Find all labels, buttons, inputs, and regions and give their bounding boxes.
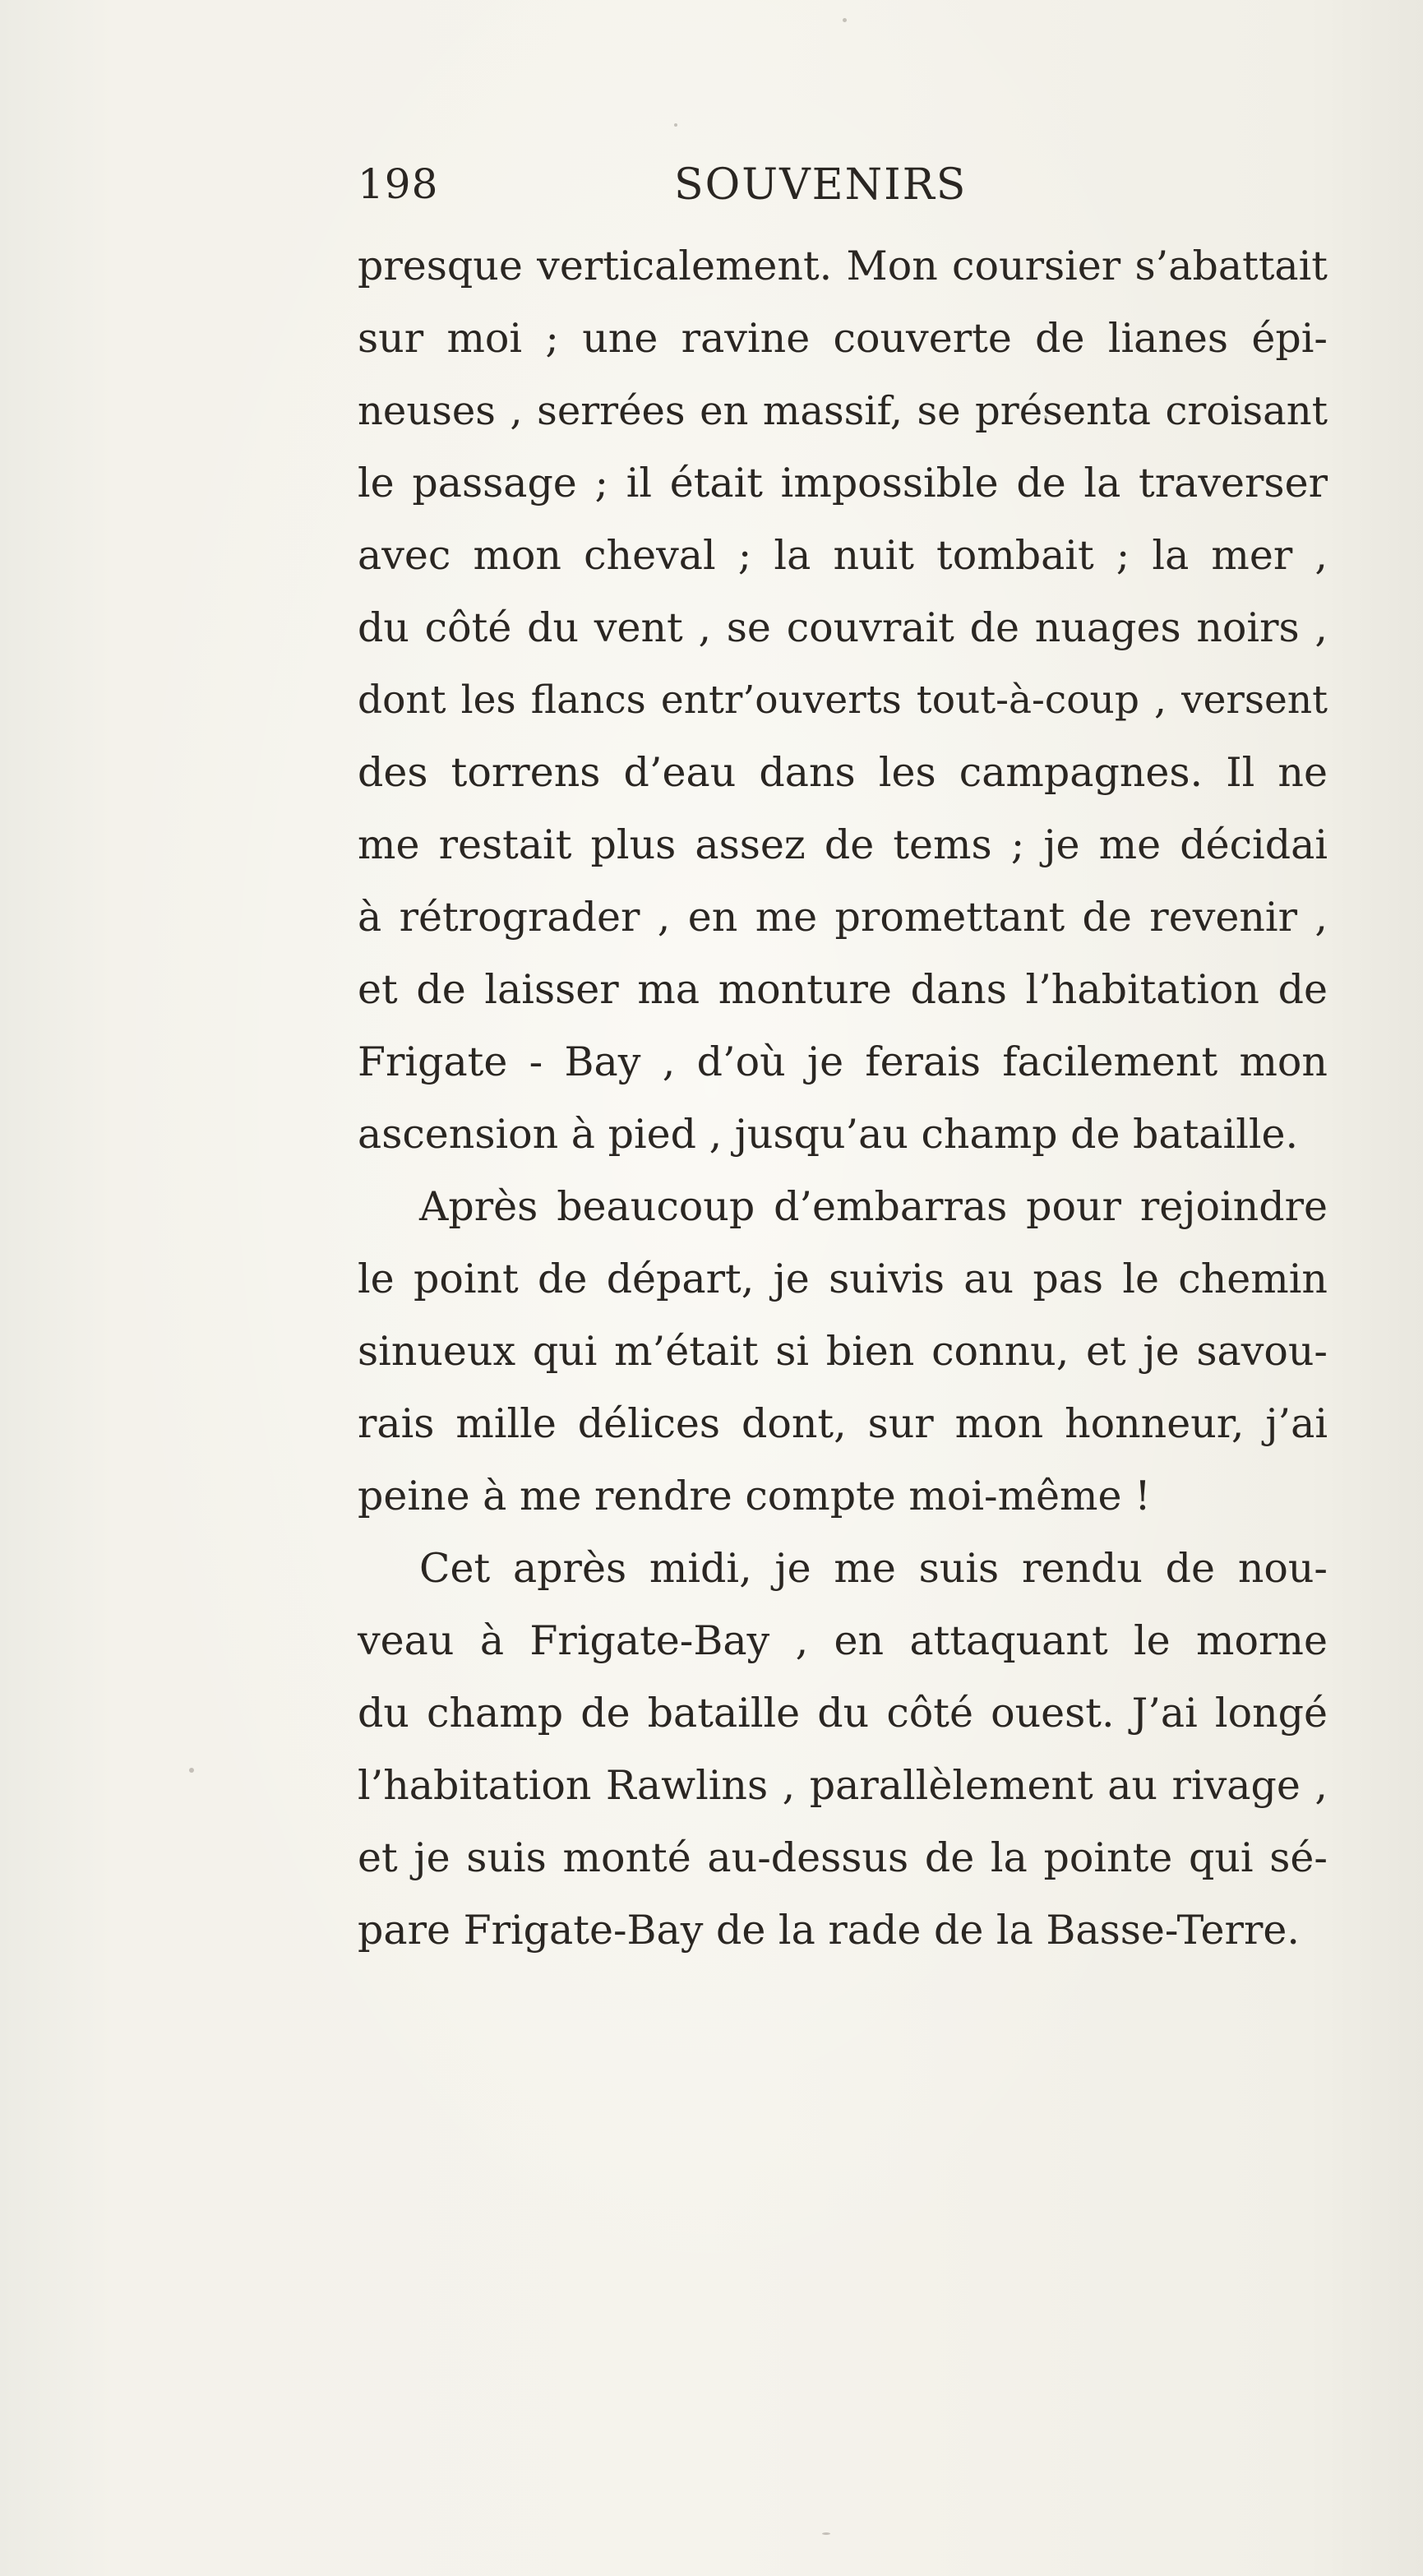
page-number: 198: [358, 160, 439, 208]
text-line: veau à Frigate-Bay , en attaquant le morne: [358, 1617, 1328, 1664]
text-line: sur moi ; une ravine couverte de lianes épi-: [358, 315, 1328, 362]
text-line: ascension à pied , jusqu’au champ de bataille.: [358, 1111, 1299, 1158]
text-line: avec mon cheval ; la nuit tombait ; la mer ,: [358, 532, 1328, 579]
text-line: Après beaucoup d’embarras pour rejoindre: [419, 1183, 1328, 1230]
text-line: dont les flancs entr’ouverts tout-à-coup , versent: [358, 678, 1328, 723]
text-line: et de laisser ma monture dans l’habitation de: [358, 966, 1328, 1013]
text-line: sinueux qui m’était si bien connu, et je savou-: [358, 1328, 1328, 1375]
text-line: Frigate - Bay , d’où je ferais facilement mon: [358, 1038, 1328, 1085]
text-line: du côté du vent , se couvrait de nuages noirs ,: [358, 604, 1328, 651]
text-line: presque verticalement. Mon coursier s’abattait: [358, 243, 1328, 289]
text-line: le passage ; il était impossible de la traverser: [358, 460, 1328, 506]
paper-speck: [189, 1768, 194, 1773]
text-line: l’habitation Rawlins , parallèlement au rivage ,: [358, 1762, 1328, 1809]
text-line: pare Frigate-Bay de la rade de la Basse-Terre.: [358, 1907, 1300, 1954]
running-title: SOUVENIRS: [674, 160, 968, 210]
text-line: rais mille délices dont, sur mon honneur, j’ai: [358, 1400, 1328, 1447]
text-line: Cet après midi, je me suis rendu de nou-: [419, 1545, 1328, 1592]
text-line: des torrens d’eau dans les campagnes. Il ne: [358, 749, 1328, 796]
text-line: me restait plus assez de tems ; je me décidai: [358, 821, 1328, 868]
text-line: neuses , serrées en massif, se présenta croisant: [358, 388, 1328, 434]
text-line: du champ de bataille du côté ouest. J’ai longé: [358, 1690, 1328, 1737]
text-line: et je suis monté au-dessus de la pointe qui sé-: [358, 1834, 1328, 1881]
text-line: peine à me rendre compte moi-même !: [358, 1473, 1151, 1519]
text-line: le point de départ, je suivis au pas le chemin: [358, 1256, 1328, 1302]
running-head: [358, 160, 1328, 220]
text-line: à rétrograder , en me promettant de revenir ,: [358, 894, 1328, 941]
paper-speck: [843, 18, 847, 22]
paper-speck: [822, 2532, 830, 2535]
body-text: [358, 230, 1328, 1967]
paper-speck: [674, 123, 677, 127]
